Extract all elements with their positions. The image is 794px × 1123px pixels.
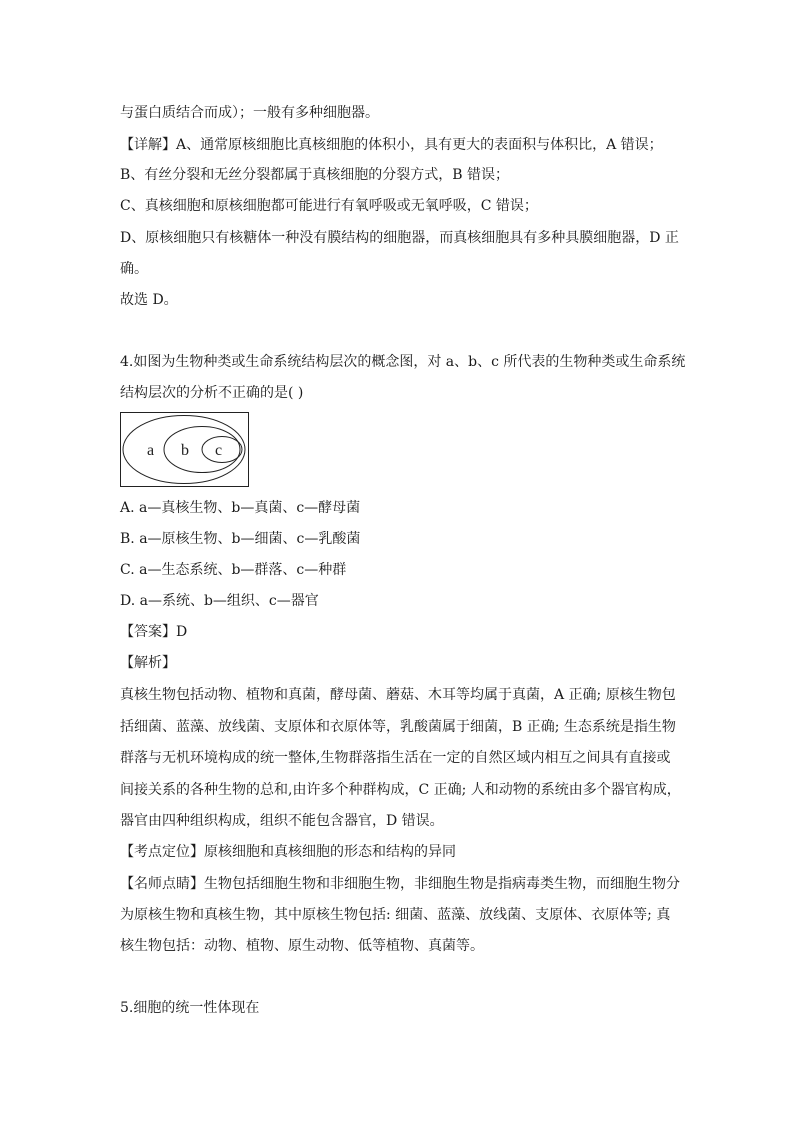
option-a: A. a—真核生物、b—真菌、c—酵母菌 bbox=[120, 500, 361, 516]
question-4-text: 结构层次的分析不正确的是( ) bbox=[120, 385, 304, 401]
test-point-line: 【考点定位】原核细胞和真核细胞的形态和结构的异同 bbox=[120, 844, 456, 860]
option-b: B. a—原核生物、b—细菌、c—乳酸菌 bbox=[120, 531, 361, 547]
text-line: 故选 D。 bbox=[120, 292, 178, 308]
analysis-text: 真核生物包括动物、植物和真菌，酵母菌、蘑菇、木耳等均属于真菌，A 正确; 原核生物包 bbox=[120, 687, 676, 703]
answer-line: 【答案】D bbox=[120, 624, 188, 640]
text-line: D、原核细胞只有核糖体一种没有膜结构的细胞器，而真核细胞具有多种具膜细胞器，D 正 bbox=[120, 230, 679, 246]
option-d: D. a—系统、b—组织、c—器官 bbox=[120, 593, 319, 609]
detail-heading-line: 【详解】A、通常原核细胞比真核细胞的体积小，具有更大的表面积与体积比，A 错误； bbox=[120, 137, 663, 153]
text-line: B、有丝分裂和无丝分裂都属于真核细胞的分裂方式，B 错误； bbox=[120, 167, 510, 183]
analysis-text: 器官由四种组织构成，组织不能包含器官，D 错误。 bbox=[120, 813, 444, 829]
option-c: C. a—生态系统、b—群落、c—种群 bbox=[120, 562, 347, 578]
analysis-text: 群落与无机环境构成的统一整体,生物群落指生活在一定的自然区域内相互之间具有直接或 bbox=[120, 750, 671, 766]
concept-diagram bbox=[120, 412, 249, 487]
teacher-note-text: 【名师点睛】生物包括细胞生物和非细胞生物，非细胞生物是指病毒类生物，而细胞生物分 bbox=[120, 876, 680, 892]
text-line: 与蛋白质结合而成）；一般有多种细胞器。 bbox=[120, 105, 379, 121]
teacher-note-text: 核生物包括：动物、植物、原生动物、低等植物、真菌等。 bbox=[120, 938, 484, 954]
label-a: a bbox=[147, 442, 155, 459]
text-line: 确。 bbox=[120, 261, 148, 277]
text-line: C、真核细胞和原核细胞都可能进行有氧呼吸或无氧呼吸，C 错误； bbox=[120, 198, 538, 214]
label-c: c bbox=[215, 442, 223, 459]
teacher-note-text: 为原核生物和真核生物，其中原核生物包括: 细菌、蓝藻、放线菌、支原体、衣原体等; 真 bbox=[120, 907, 671, 923]
analysis-text: 间接关系的各种生物的总和,由许多个种群构成，C 正确; 人和动物的系统由多个器官构成， bbox=[120, 782, 681, 798]
analysis-text: 括细菌、蓝藻、放线菌、支原体和衣原体等，乳酸菌属于细菌，B 正确; 生态系统是指生物 bbox=[120, 719, 676, 735]
analysis-heading: 【解析】 bbox=[120, 655, 176, 671]
label-b: b bbox=[181, 442, 189, 459]
question-4-text: 4.如图为生物种类或生命系统结构层次的概念图，对 a、b、c 所代表的生物种类或生命系统 bbox=[120, 354, 686, 370]
question-5-text: 5.细胞的统一性体现在 bbox=[120, 1000, 260, 1016]
